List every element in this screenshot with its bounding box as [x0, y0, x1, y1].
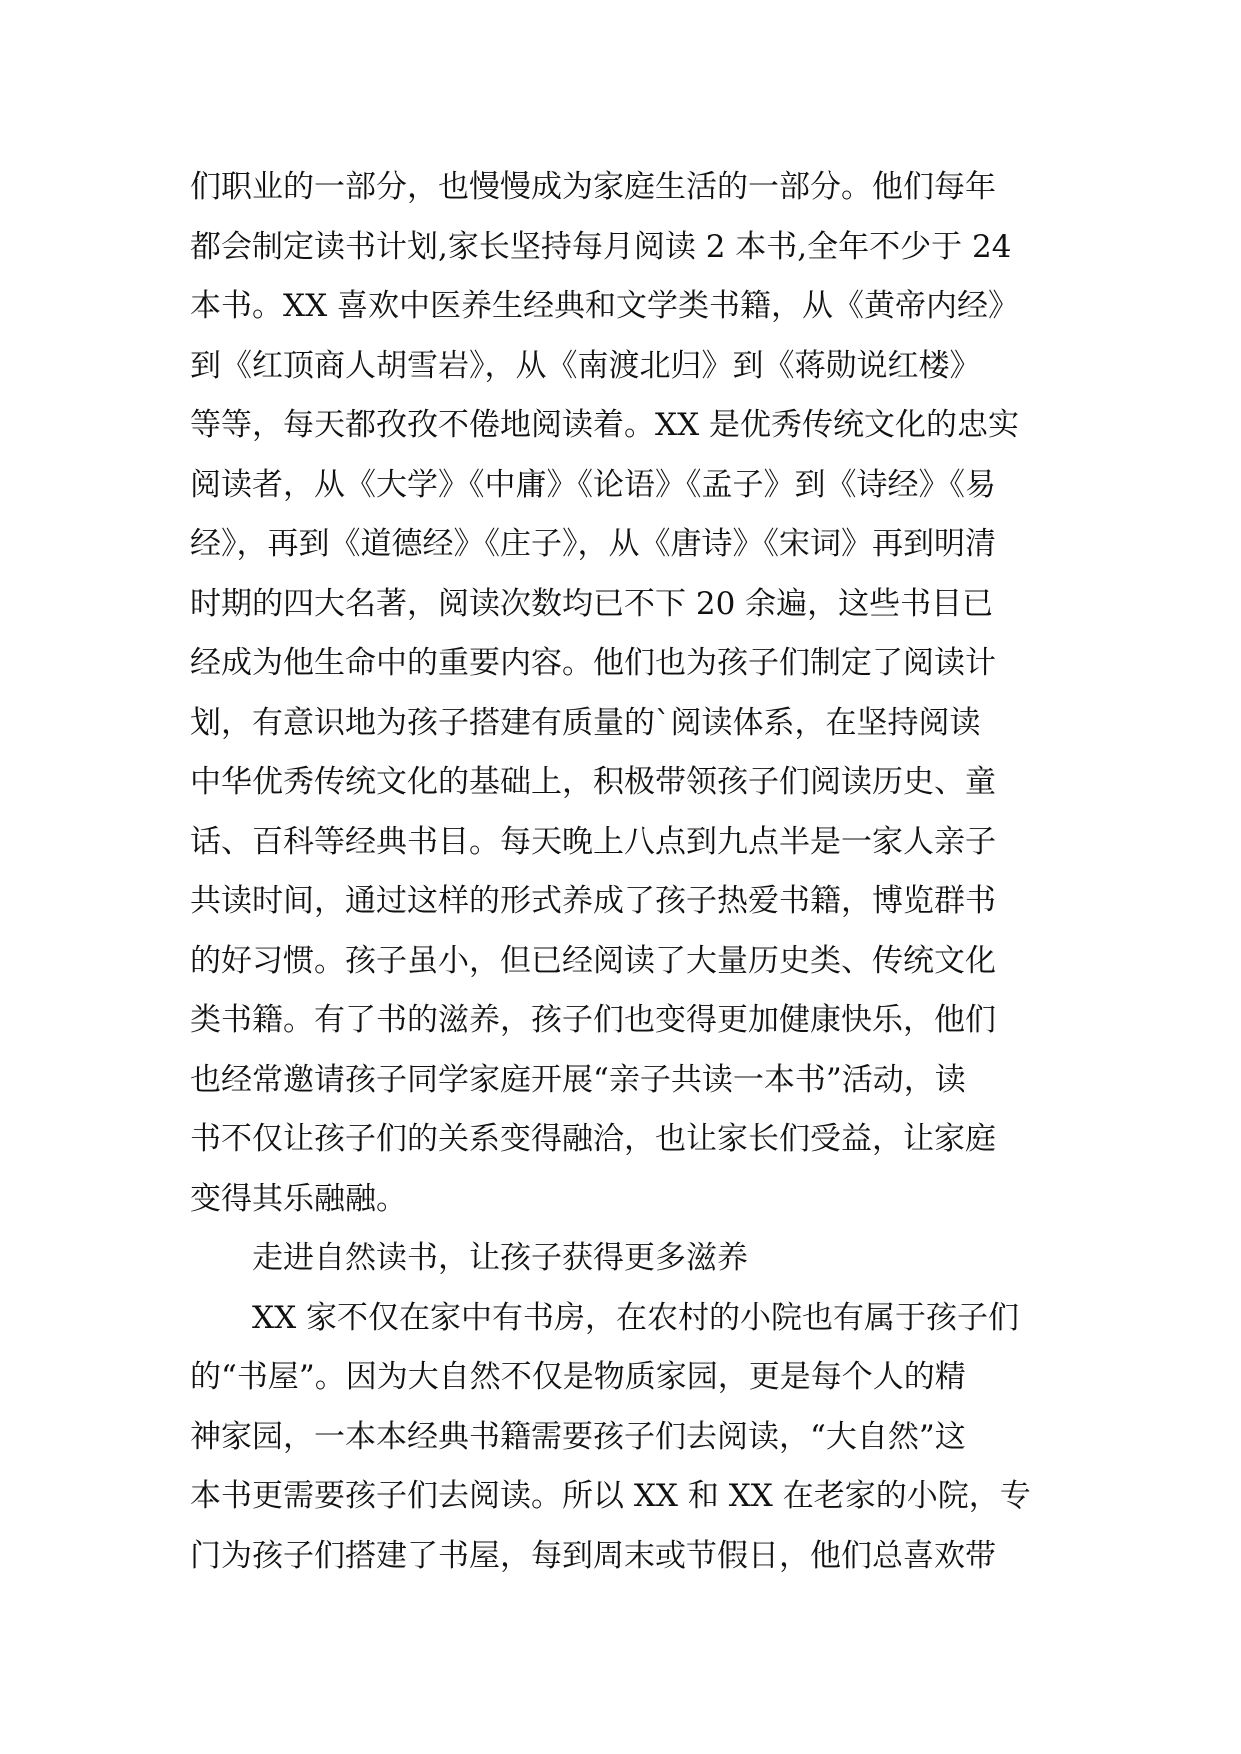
- text-line: 也经常邀请孩子同学家庭开展“亲子共读一本书”活动，读: [190, 1061, 966, 1098]
- text-line: 神家园，一本本经典书籍需要孩子们去阅读，“大自然”这: [190, 1418, 966, 1455]
- text-line: 经成为他生命中的重要内容。他们也为孩子们制定了阅读计: [190, 645, 996, 681]
- text-line: 门为孩子们搭建了书屋，每到周末或节假日，他们总喜欢带: [190, 1537, 996, 1574]
- paragraph-first-line: XX 家不仅在家中有书房，在农村的小院也有属于孩子们: [252, 1299, 1019, 1336]
- text-line: 话、百科等经典书目。每天晚上八点到九点半是一家人亲子: [190, 823, 996, 860]
- text-line: 类书籍。有了书的滋养，孩子们也变得更加健康快乐，他们: [190, 1002, 996, 1038]
- text-line: 们职业的一部分，也慢慢成为家庭生活的一部分。他们每年: [190, 169, 996, 205]
- text-line: 经》，再到《道德经》《庄子》，从《唐诗》《宋词》再到明清: [190, 526, 996, 562]
- text-line: 时期的四大名著，阅读次数均已不下 20 余遍，这些书目已: [190, 585, 994, 622]
- text-line: 的“书屋”。因为大自然不仅是物质家园，更是每个人的精: [190, 1359, 966, 1395]
- text-line: 本书更需要孩子们去阅读。所以 XX 和 XX 在老家的小院，专: [190, 1478, 1031, 1514]
- text-line: 中华优秀传统文化的基础上，积极带领孩子们阅读历史、童: [190, 764, 996, 800]
- text-line: 等等，每天都孜孜不倦地阅读着。XX 是优秀传统文化的忠实: [190, 407, 1019, 443]
- body-text: [190, 158, 1060, 1586]
- text-line: 都会制定读书计划,家长坚持每月阅读 2 本书,全年不少于 24: [190, 228, 1012, 265]
- text-line: 的好习惯。孩子虽小，但已经阅读了大量历史类、传统文化: [190, 942, 996, 979]
- text-line: 阅读者，从《大学》《中庸》《论语》《孟子》到《诗经》《易: [190, 466, 996, 503]
- section-heading: 走进自然读书，让孩子获得更多滋养: [252, 1240, 748, 1276]
- text-line: 变得其乐融融。: [190, 1180, 407, 1217]
- text-line: 共读时间，通过这样的形式养成了孩子热爱书籍，博览群书: [190, 883, 996, 919]
- text-line: 到《红顶商人胡雪岩》，从《南渡北归》到《蒋勋说红楼》: [190, 347, 981, 384]
- text-line: 划，有意识地为孩子搭建有质量的`阅读体系，在坚持阅读: [190, 704, 981, 741]
- text-line: 书不仅让孩子们的关系变得融洽，也让家长们受益，让家庭: [190, 1121, 996, 1157]
- text-line: 本书。XX 喜欢中医养生经典和文学类书籍，从《黄帝内经》: [190, 288, 1019, 324]
